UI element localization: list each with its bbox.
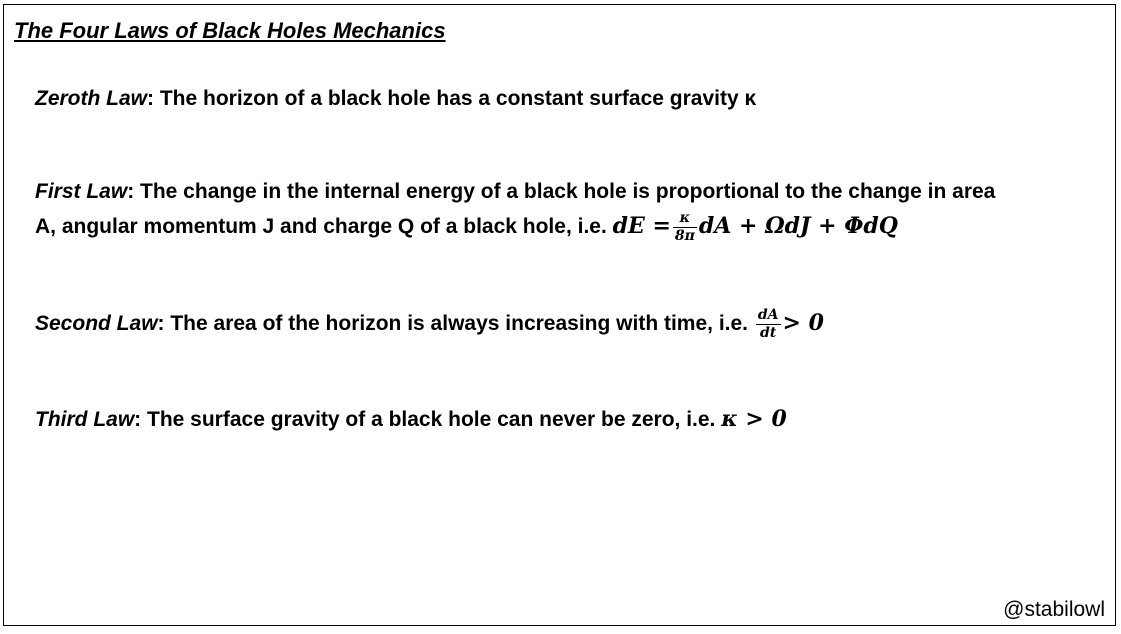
first-law-equation-rhs: dA + ΩdJ + ΦdQ [698,213,898,239]
second-law-fraction-denominator: dt [760,324,777,341]
second-law [35,306,824,342]
author-handle: @stabilowl [1003,598,1105,621]
second-law-equation-rhs: > 0 [782,310,824,336]
second-law-text: : The area of the horizon is always increasing with time, i.e. [157,312,754,335]
first-law-fraction-denominator: 8π [674,227,695,244]
first-law-fraction [673,210,697,245]
first-law-line1 [35,174,995,209]
first-law-line2 [35,209,995,245]
second-law-fraction [756,307,781,342]
zeroth-law-name: Zeroth Law [35,87,148,110]
first-law-text-line2: A, angular momentum J and charge Q of a black hole, i.e. [35,215,613,238]
third-law [35,402,787,437]
first-law-equation-lhs: dE = [612,213,671,239]
third-law-name: Third Law [35,408,135,431]
third-law-text: : The surface gravity of a black hole can never be zero, i.e. [134,408,722,431]
zeroth-law-text: : The horizon of a black hole has a constant surface gravity κ [147,87,757,110]
second-law-fraction-numerator: dA [757,306,779,323]
page-title: The Four Laws of Black Holes Mechanics [14,18,446,43]
first-law-name: First Law [35,180,128,203]
first-law [35,174,995,245]
third-law-equation: κ > 0 [721,406,787,432]
zeroth-law [35,81,756,116]
second-law-name: Second Law [35,312,158,335]
first-law-fraction-numerator: κ [673,210,697,228]
first-law-text-line1: : The change in the internal energy of a black hole is proportional to the change in area [127,180,996,203]
